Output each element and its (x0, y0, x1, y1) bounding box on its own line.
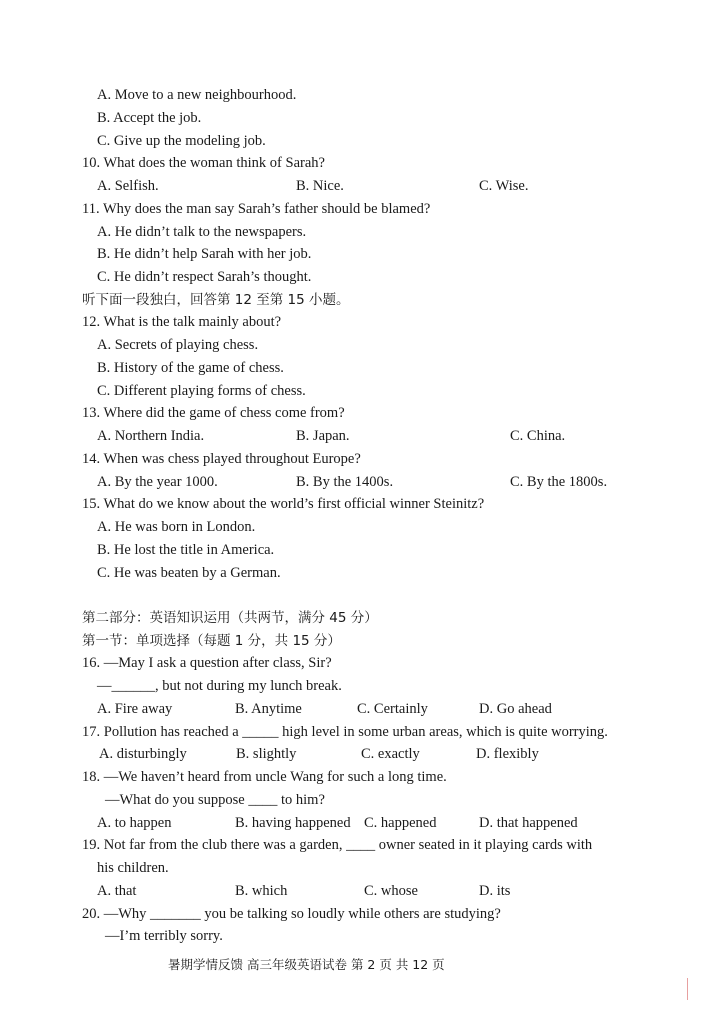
q14-option-c: C. By the 1800s. (510, 474, 608, 490)
q12-option-b: B. History of the game of chess. (97, 360, 284, 376)
q14-option-b: B. By the 1400s. (296, 474, 394, 490)
q10-options (0, 175, 727, 198)
question-18: 18. —We haven’t heard from uncle Wang for such a long time. (82, 769, 447, 785)
q18-option-c: C. happened (364, 815, 437, 831)
q16-option-c: C. Certainly (357, 701, 428, 717)
q17-option-a: A. disturbingly (99, 746, 187, 762)
q19-option-a: A. that (97, 883, 137, 899)
question-20: 20. —Why _______ you be talking so loudly while others are studying? (82, 906, 501, 922)
q12-option-a: A. Secrets of playing chess. (97, 337, 259, 353)
q12-option-c: C. Different playing forms of chess. (97, 383, 306, 399)
q19-option-d: D. its (479, 883, 511, 899)
question-19: 19. Not far from the club there was a garden, ____ owner seated in it playing cards with (82, 837, 593, 853)
q18-option-b: B. having happened (235, 815, 351, 831)
q20-reply: —I’m terribly sorry. (105, 928, 223, 944)
section-one-heading: 第一节：单项选择（每题 1 分，共 15 分） (82, 633, 341, 649)
question-14: 14. When was chess played throughout Europe? (82, 451, 361, 467)
question-13: 13. Where did the game of chess come from? (82, 405, 345, 421)
question-11: 11. Why does the man say Sarah’s father should be blamed? (82, 201, 431, 217)
page-footer: 暑期学情反馈 高三年级英语试卷 第 2 页 共 12 页 (168, 957, 445, 972)
q11-option-c: C. He didn’t respect Sarah’s thought. (97, 269, 312, 285)
q15-option-a: A. He was born in London. (97, 519, 256, 535)
edge-mark (687, 978, 688, 1000)
q9-option-a: A. Move to a new neighbourhood. (97, 87, 297, 103)
q19-option-c: C. whose (364, 883, 418, 899)
q16-option-a: A. Fire away (97, 701, 173, 717)
q17-option-c: C. exactly (361, 746, 420, 762)
q13-option-a: A. Northern India. (97, 428, 205, 444)
q18-options (0, 812, 727, 835)
q10-option-a: A. Selfish. (97, 178, 159, 194)
listening-instruction: 听下面一段独白，回答第 12 至第 15 小题。 (82, 292, 350, 308)
q17-options (0, 743, 727, 766)
question-10: 10. What does the woman think of Sarah? (82, 155, 325, 171)
question-19-continued: his children. (97, 860, 169, 876)
q19-option-b: B. which (235, 883, 288, 899)
q18-option-d: D. that happened (479, 815, 578, 831)
q17-option-b: B. slightly (236, 746, 297, 762)
q17-option-d: D. flexibly (476, 746, 539, 762)
q11-option-a: A. He didn’t talk to the newspapers. (97, 224, 307, 240)
q18-option-a: A. to happen (97, 815, 172, 831)
q16-reply: —______, but not during my lunch break. (97, 678, 342, 694)
q13-option-c: C. China. (510, 428, 566, 444)
q15-option-c: C. He was beaten by a German. (97, 565, 281, 581)
q11-option-b: B. He didn’t help Sarah with her job. (97, 246, 312, 262)
q16-options (0, 698, 727, 721)
question-17: 17. Pollution has reached a _____ high level in some urban areas, which is quite worrying. (82, 724, 608, 740)
question-12: 12. What is the talk mainly about? (82, 314, 282, 330)
q14-options (0, 471, 727, 494)
q9-option-b: B. Accept the job. (97, 110, 202, 126)
q19-options (0, 880, 727, 903)
q10-option-c: C. Wise. (479, 178, 529, 194)
question-16: 16. —May I ask a question after class, Sir? (82, 655, 332, 671)
q16-option-b: B. Anytime (235, 701, 302, 717)
q15-option-b: B. He lost the title in America. (97, 542, 275, 558)
q10-option-b: B. Nice. (296, 178, 344, 194)
q13-options (0, 425, 727, 448)
q18-reply: —What do you suppose ____ to him? (105, 792, 325, 808)
q13-option-b: B. Japan. (296, 428, 350, 444)
q16-option-d: D. Go ahead (479, 701, 552, 717)
question-15: 15. What do we know about the world’s first official winner Steinitz? (82, 496, 485, 512)
part-two-heading: 第二部分：英语知识运用（共两节，满分 45 分） (82, 610, 378, 626)
q14-option-a: A. By the year 1000. (97, 474, 218, 490)
q9-option-c: C. Give up the modeling job. (97, 133, 266, 149)
